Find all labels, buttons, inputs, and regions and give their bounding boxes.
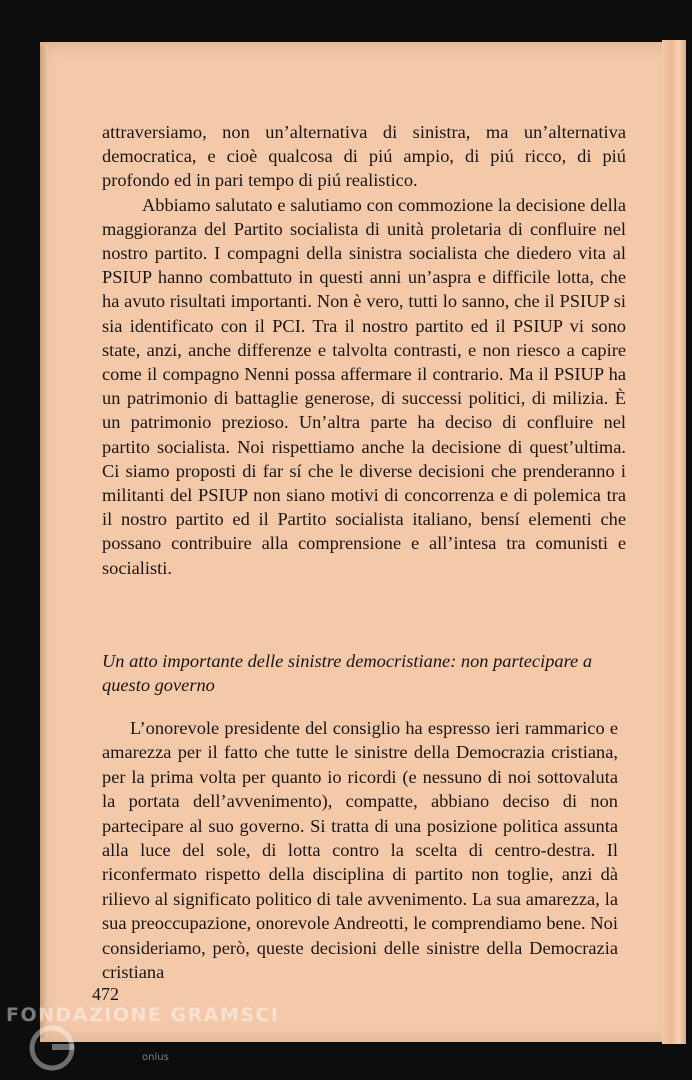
section-heading: Un atto importante delle sinistre democristiane: non partecipare a questo governo <box>102 651 593 695</box>
watermark-text: FONDAZIONE GRAMSCI <box>6 1004 280 1026</box>
gramsci-logo-icon <box>26 1022 78 1074</box>
page-left-edge <box>40 46 48 1038</box>
page-right-edge <box>662 40 686 1044</box>
paragraph-continuation: attraversiamo, non un’alternativa di sinistra, ma un’alternativa democratica, e cioè qualcosa di piú ampio, di piú ricco, di piú profondo ed in pari tempo di piú realistico. <box>102 122 626 191</box>
body-text-top <box>102 120 626 580</box>
watermark-subtext: onlus <box>142 1052 169 1063</box>
page-number: 472 <box>92 984 119 1004</box>
paragraph-psiup: Abbiamo salutato e salutiamo con commozione la decisione della maggioranza del Partito socialista di unità proletaria di confluire nel nostro partito. I compagni della sinistra socialista che diedero vita al PSIUP hanno combattuto in questi anni un’aspra e difficile lotta, che ha avuto risultati importanti. Non è vero, tutti lo sanno, che il PSIUP si sia identificato con il PCI. Tra il nostro partito ed il PSIUP vi sono state, anzi, anche differenze e talvolta contrasti, e non riesco a capire come il compagno Nenni possa affermare il contrario. Ma il PSIUP ha un patrimonio di battaglie generose, di successi politici, di milizia. È un patrimonio prezioso. Un’altra parte ha deciso di confluire nel partito socialista. Noi rispettiamo anche la decisione di quest’ultima. Ci siamo proposti di far sí che le diverse decisioni che prenderanno i militanti del PSIUP non siano motivi di concorrenza e di polemica tra il nostro partito ed il Partito socialista italiano, bensí elementi che possano contribuire alla comprensione e all’intesa tra comunisti e socialisti. <box>102 194 626 578</box>
paragraph-andreotti: L’onorevole presidente del consiglio ha espresso ieri rammarico e amarezza per il fatto che tutte le sinistre della Democrazia cristiana, per la prima volta per quanto io ricordi (e nessuno di noi sottovaluta la portata dell’avvenimento), compatte, abbiano deciso di non partecipare al suo governo. Si tratta di una posizione politica assunta alla luce del sole, di lotta contro la scelta di centro-destra. Il riconfermato rispetto della disciplina di partito non toglie, anzi dà rilievo al significato politico di tale avvenimento. La sua amarezza, la sua preoccupazione, onorevole Andreotti, le comprendiamo bene. Noi consideriamo, però, queste decisioni delle sinistre della Democrazia cristiana <box>102 718 618 983</box>
